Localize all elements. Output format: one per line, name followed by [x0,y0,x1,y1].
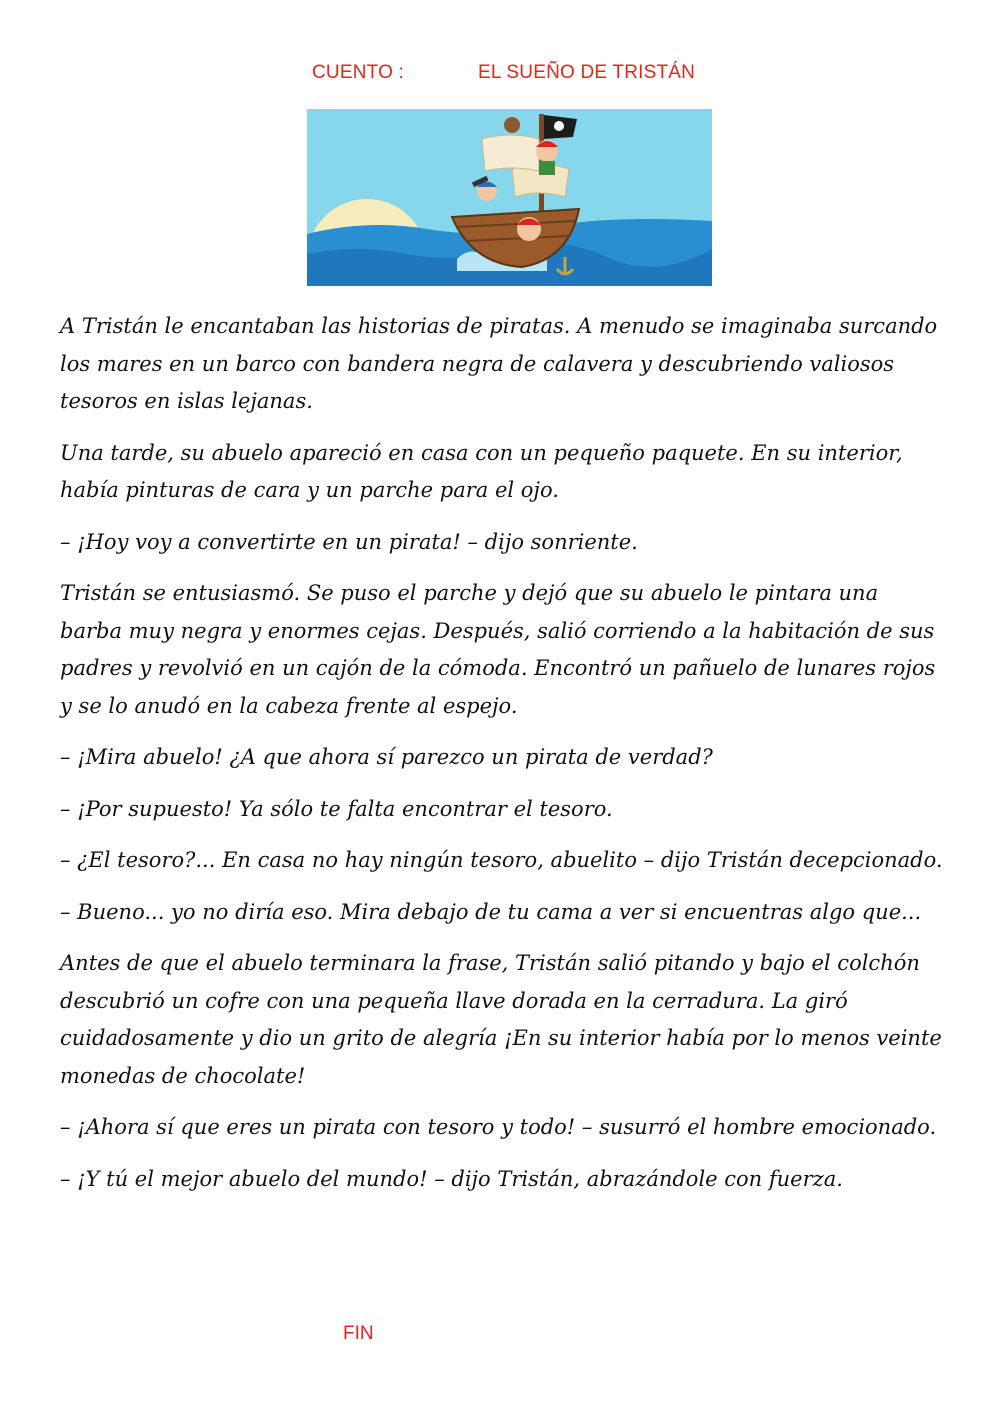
dialogue-line: – ¡Ahora sí que eres un pirata con tesoro y todo! – susurró el hombre emocionado. [60,1115,937,1139]
pirate-ship-illustration [307,109,712,286]
story-title: EL SUEÑO DE TRISTÁN [478,62,696,83]
story-body [60,308,945,1212]
dialogue-line: – ¡Hoy voy a convertirte en un pirata! – dijo sonriente. [60,529,638,554]
dialogue-line: – ¡Mira abuelo! ¿A que ahora sí parezco un pirata de verdad? [60,745,713,769]
dialogue-line: – Bueno... yo no diría eso. Mira debajo de tu cama a ver si encuentras algo que... [60,899,922,924]
dialogue-line: – ¡Por supuesto! Ya sólo te falta encontrar el tesoro. [60,796,613,821]
dialogue-line: – ¡Y tú el mejor abuelo del mundo! – dijo Tristán, abrazándole con fuerza. [60,1166,843,1191]
story-paragraph: Antes de que el abuelo terminara la frase, Tristán salió pitando y bajo el colchón descubrió un cofre con una pequeña llave dorada en la cerradura. La giró cuidadosamente y dio un grito de alegría ¡En su interior había por lo menos veinte monedas de chocolate! [60,951,942,1088]
story-paragraph: Una tarde, su abuelo apareció en casa con un pequeño paquete. En su interior, había pinturas de cara y un parche para el ojo. [60,440,903,502]
story-paragraph: Tristán se entusiasmó. Se puso el parche y dejó que su abuelo le pintara una barba muy negra y enormes cejas. Después, salió corriendo a la habitación de sus padres y revolvió en un cajón de la cómoda. Encontró un pañuelo de lunares rojos y se lo anudó en la cabeza frente al espejo. [60,581,936,718]
dialogue-line: – ¿El tesoro?... En casa no hay ningún tesoro, abuelito – dijo Tristán decepcionado. [60,848,943,872]
story-paragraph: A Tristán le encantaban las historias de piratas. A menudo se imaginaba surcando los mares en un barco con bandera negra de calavera y descubriendo valiosos tesoros en islas lejanas. [60,314,938,413]
story-header-label: CUENTO : [312,62,405,83]
sail-low [482,135,539,171]
monkey-head [504,117,520,133]
story-end: FIN [343,1323,374,1344]
